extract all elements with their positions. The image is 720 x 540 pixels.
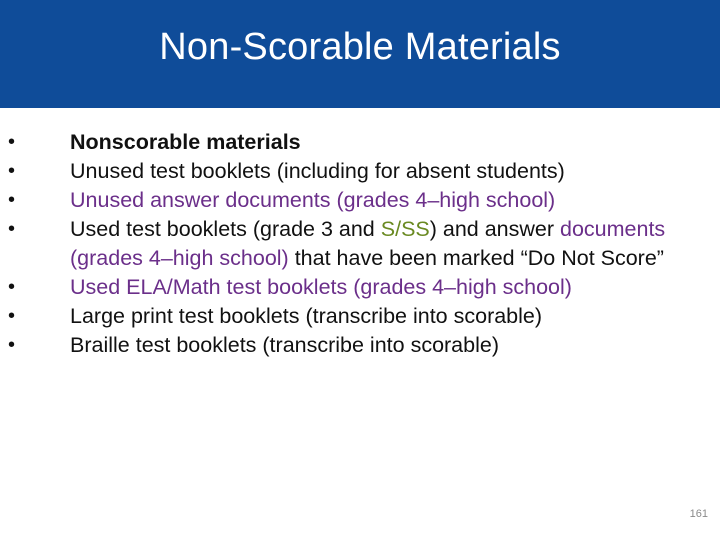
- bullet-item-5: [8, 273, 698, 302]
- bullet-text-7: Braille test booklets (transcribe into scorable): [70, 333, 499, 357]
- bullet-item-2: [8, 157, 698, 186]
- bullet-item-7: [8, 331, 698, 360]
- page-number: 161: [689, 508, 708, 520]
- bullet-item-3: [8, 186, 698, 215]
- bullet-text-6: Large print test booklets (transcribe into scorable): [70, 304, 543, 328]
- bullet-text-5: Used ELA/Math test booklets (grades 4–high school): [70, 275, 572, 299]
- bullet-dot: •: [8, 131, 16, 153]
- bullet-dot: •: [8, 334, 16, 356]
- title-bar: [0, 0, 720, 108]
- bullet-list: [8, 128, 698, 360]
- bullet-text-2: Unused test booklets (including for absent students): [70, 159, 565, 183]
- bullet-dot: •: [8, 305, 16, 327]
- bullet-text-4-part-4: documents (grades 4–high school): [70, 217, 666, 270]
- bullet-text-3: Unused answer documents (grades 4–high school): [70, 188, 556, 212]
- bullet-item-6: [8, 302, 698, 331]
- slide-title: Non-Scorable Materials: [159, 25, 561, 68]
- bullet-dot: •: [8, 276, 16, 298]
- bullet-item-1: [8, 128, 698, 157]
- bullet-text-4-part-5: that have been marked “Do Not Score”: [288, 246, 664, 270]
- bullet-text-4-part-3: ) and answer: [429, 217, 561, 241]
- bullet-dot: •: [8, 189, 16, 211]
- bullet-text-4-part-2: S/SS: [380, 217, 430, 241]
- bullet-item-4: [8, 215, 698, 273]
- bullet-text-1: Nonscorable materials: [70, 130, 301, 154]
- bullet-dot: •: [8, 218, 16, 240]
- bullet-dot: •: [8, 160, 16, 182]
- bullet-text-4-part-1: Used test booklets (grade 3 and: [70, 217, 381, 241]
